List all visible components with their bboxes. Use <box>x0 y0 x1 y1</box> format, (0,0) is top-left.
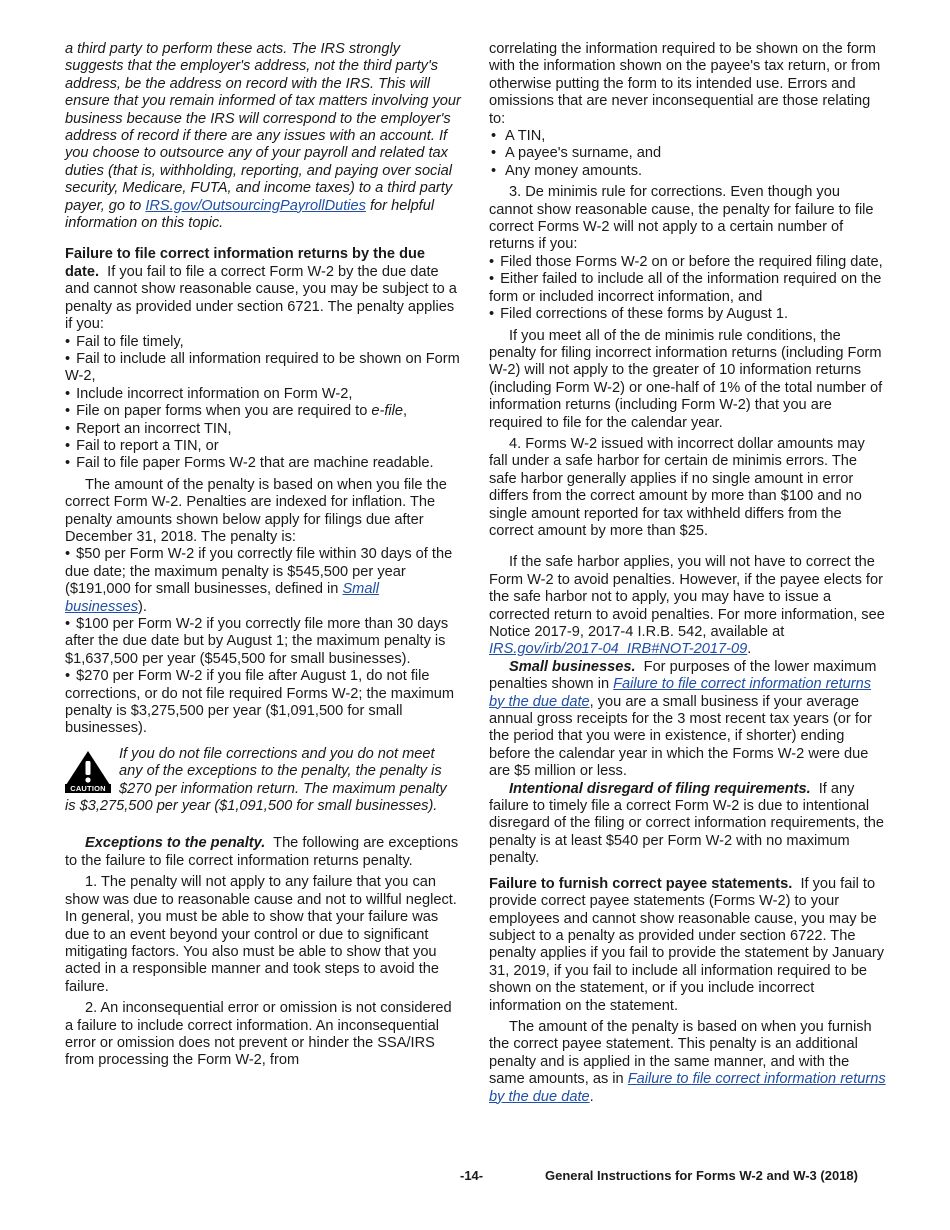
exception-item-4: 4. Forms W-2 issued with incorrect dollar amounts may fall under a safe harbor for certain de minimis errors. The safe harbor generally applies if no single amount in error differs from the correct amount by more than $100 and no single amount reported for tax withheld differs from the correct amount by more than $25. <box>489 435 865 539</box>
caution-box <box>65 746 461 816</box>
list-item: • Report an incorrect TIN, <box>65 421 461 438</box>
right-column <box>489 41 887 1106</box>
outsourcing-paragraph: a third party to perform these acts. The IRS strongly suggests that the employer's address, not the third party's address, be the address on record with the IRS. This will ensure that you remain informed of tax matters involving your business because the IRS will correspond to the employer's address of record if there are any issues with an account. If you choose to outsource any of your payroll and related tax duties (that is, withholding, reporting, and paying over social security, Medicare, FUTA, and income taxes) to a third party payer, go to IRS.gov/OutsourcingPayrollDuties for helpful information on this topic. <box>65 41 461 232</box>
list-item: • Any money amounts. <box>489 163 887 180</box>
list-item: • Include incorrect information on Form W-2, <box>65 386 461 403</box>
notice-2017-9-link[interactable]: IRS.gov/irb/2017-04_IRB#NOT-2017-09 <box>489 641 748 658</box>
safe-harbor-paragraph: If the safe harbor applies, you will not have to correct the Form W-2 to avoid penalties. However, if the payee elects for the safe harbor not to apply, you may have to issue a corrected return to avoid penalties. For more information, see Notice 2017-9, 2017-4 I.R.B. 542, available at IRS.gov/irb/2017-04_IRB#NOT-2017-09. <box>489 554 885 658</box>
warning-triangle-icon <box>65 750 111 785</box>
failure-reasons-list <box>65 334 461 473</box>
document-title: General Instructions for Forms W-2 and W-3 (2018) <box>545 1168 858 1183</box>
page-number: -14- <box>460 1168 484 1183</box>
list-item: • Filed those Forms W-2 on or before the required filing date, <box>489 254 887 271</box>
de-minimis-paragraph: If you meet all of the de minimis rule conditions, the penalty for filing incorrect information returns (including Form W-2) will not apply to the greater of 10 information returns (including Form W-2) or one-half of 1% of the total number of information returns (including Form W-2) that you are required to file for the calendar year. <box>489 327 883 431</box>
list-item: • $100 per Form W-2 if you correctly file more than 30 days after the due date but by August 1; the maximum penalty is $1,637,500 per year ($545,500 for small businesses). <box>65 616 461 668</box>
continued-paragraph: correlating the information required to be shown on the form with the information shown on the payee's tax return, or from otherwise putting the form to its intended use. Errors and omissions that are never inconsequential are those relating to: <box>489 41 881 127</box>
intentional-disregard-paragraph: Intentional disregard of filing requirements. If any failure to timely file a correct Form W-2 is due to intentional disregard of the filing or correct information requirements, the penalty is at least $540 per Form W-2 with no maximum penalty. <box>489 780 885 867</box>
small-businesses-heading: Small businesses. <box>509 658 636 675</box>
list-item: • Filed corrections of these forms by August 1. <box>489 306 887 323</box>
exception-item-2: 2. An inconsequential error or omission is not considered a failure to include correct information. An inconsequential error or omission does not prevent or hinder the SSA/IRS from processing the Form W-2, from <box>65 1000 452 1069</box>
exception-item-3: 3. De minimis rule for corrections. Even though you cannot show reasonable cause, the penalty for failure to file correct Forms W-2 will not apply to a certain number of returns if you: <box>489 184 874 253</box>
failure-to-file-heading: Failure to file correct information returns by the due date. <box>65 246 426 280</box>
de-minimis-conditions-list <box>489 254 887 324</box>
failure-to-file-link-2[interactable]: Failure to file correct information returns by the due date <box>489 1071 886 1105</box>
caution-icon <box>65 750 111 794</box>
never-inconsequential-list <box>489 128 887 180</box>
list-item: • $270 per Form W-2 if you file after August 1, do not file corrections, or do not file required Forms W-2; the maximum penalty is $3,275,500 per year ($1,091,500 for small businesses). <box>65 668 461 738</box>
list-item: • A payee's surname, and <box>489 145 887 162</box>
penalty-amount-paragraph: The amount of the penalty is based on when you file the correct Form W-2. Penalties are indexed for inflation. The penalty amounts shown below apply for filings due after December 31, 2018. The penalty is: <box>65 476 447 545</box>
list-item: • Fail to file paper Forms W-2 that are machine readable. <box>65 455 461 472</box>
list-item: • File on paper forms when you are required to e-file, <box>65 403 461 420</box>
penalty-amounts-list <box>65 546 461 737</box>
intentional-disregard-heading: Intentional disregard of filing requirements. <box>509 780 811 797</box>
failure-to-file-paragraph: Failure to file correct information returns by the due date. If you fail to file a correct Form W-2 by the due date and cannot show reasonable cause, you may be subject to a penalty as provided under section 6721. The penalty applies if you: <box>65 246 457 333</box>
left-column <box>65 41 461 1070</box>
exception-item-1: 1. The penalty will not apply to any failure that you can show was due to reasonable cause and not to willful neglect. In general, you must be able to show that your failure was due to an event beyond your control or due to significant mitigating factors. You also must be able to show that you acted in a responsible manner and took steps to avoid the failure. <box>65 874 457 995</box>
list-item: • Either failed to include all of the information required on the form or included incorrect information, and <box>489 271 887 306</box>
small-businesses-paragraph: Small businesses. For purposes of the lower maximum penalties shown in Failure to file correct information returns by the due date, you are a small business if your average annual gross receipts for the 3 most recent tax years (or for the period that you were in existence, if shorter) ending before the calendar year in which the Forms W-2 were due are $5 million or less. <box>489 658 877 780</box>
list-item: • A TIN, <box>489 128 887 145</box>
list-item: • $50 per Form W-2 if you correctly file within 30 days of the due date; the maximum penalty is $545,500 per year ($191,000 for small businesses, defined in Small businesses). <box>65 546 461 616</box>
exceptions-heading: Exceptions to the penalty. <box>85 835 266 852</box>
caution-label: CAUTION <box>65 784 111 793</box>
list-item: • Fail to file timely, <box>65 334 461 351</box>
small-businesses-link[interactable]: Small businesses <box>65 581 379 615</box>
outsourcing-payroll-link[interactable]: IRS.gov/OutsourcingPayrollDuties <box>145 197 366 214</box>
list-item: • Fail to report a TIN, or <box>65 438 461 455</box>
failure-to-file-link[interactable]: Failure to file correct information returns by the due date <box>489 676 872 710</box>
list-item: • Fail to include all information required to be shown on Form W-2, <box>65 351 461 386</box>
furnish-amount-paragraph: The amount of the penalty is based on when you furnish the correct payee statement. This penalty is an additional penalty and is applied in the same manner, and with the same amounts, as in Failure to file correct information returns by the due date. <box>489 1018 886 1105</box>
caution-text: If you do not file corrections and you do not meet any of the exceptions to the penalty, the penalty is $270 per information return. The maximum penalty is $3,275,500 per year ($1,091,500 for small businesses). <box>65 745 447 815</box>
exceptions-paragraph: Exceptions to the penalty. The following are exceptions to the failure to file correct information returns penalty. <box>65 835 459 869</box>
failure-to-furnish-paragraph: Failure to furnish correct payee statements. If you fail to provide correct payee statements (Forms W-2) to your employees and cannot show reasonable cause, you may be subject to a penalty as provided under section 6722. The penalty applies if you fail to provide the statement by January 31, 2019, if you fail to include all information required to be shown on the statement, or if you include incorrect information on the statement. <box>489 875 885 1014</box>
failure-to-furnish-heading: Failure to furnish correct payee statements. <box>489 875 793 892</box>
